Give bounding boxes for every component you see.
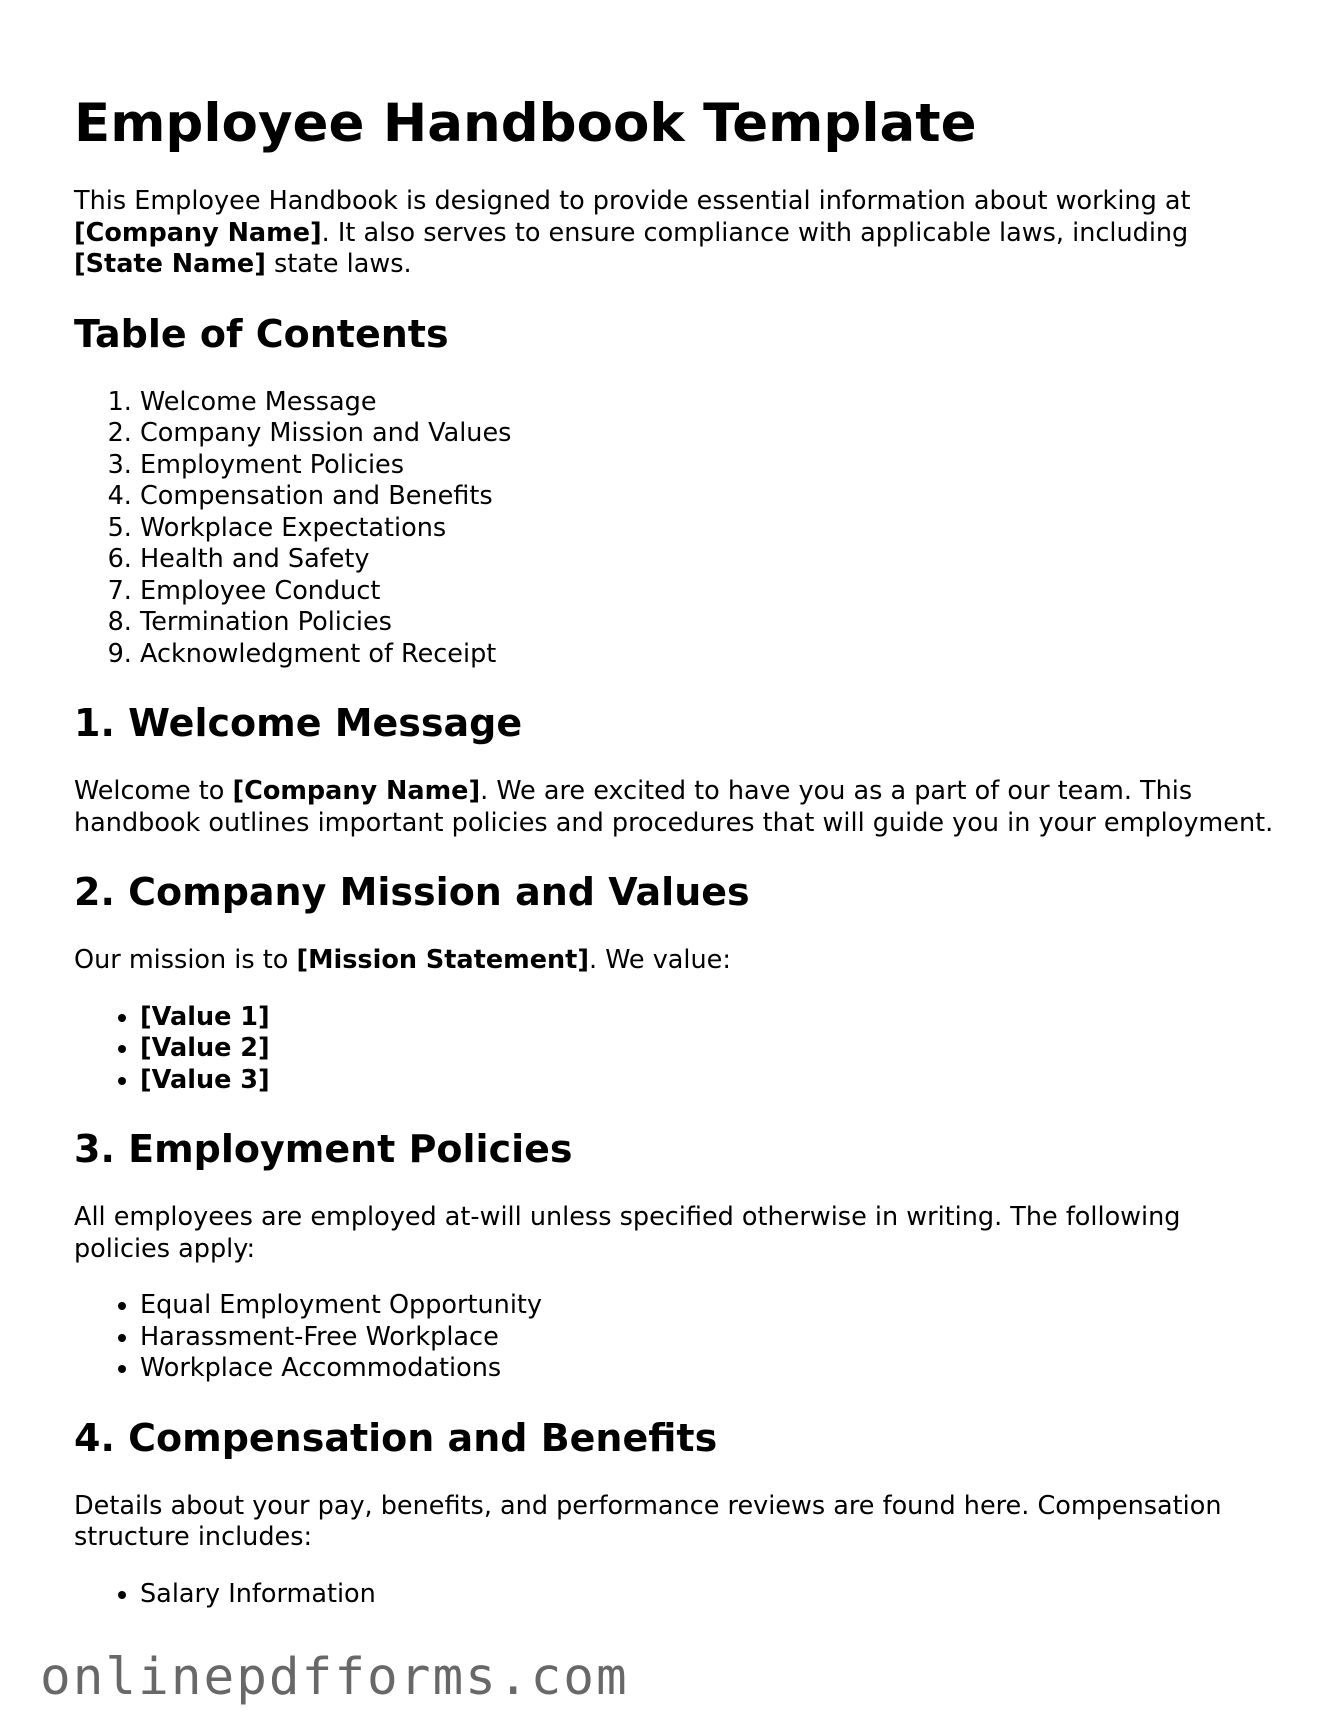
mission-paragraph <box>74 945 1274 977</box>
toc-item: 4. Compensation and Benefits <box>140 481 1274 513</box>
compensation-list <box>74 1579 1274 1611</box>
toc-item: 6. Health and Safety <box>140 544 1274 576</box>
toc-item: 8. Termination Policies <box>140 607 1274 639</box>
policies-list <box>74 1290 1274 1385</box>
value-placeholder: [Value 2] <box>140 1033 270 1063</box>
toc-item: 7. Employee Conduct <box>140 576 1274 608</box>
section-heading-compensation: 4. Compensation and Benefits <box>74 1415 718 1460</box>
value-item <box>140 1033 1274 1065</box>
section-heading-welcome: 1. Welcome Message <box>74 701 523 745</box>
toc-list <box>74 387 1274 671</box>
section-heading-employment: 3. Employment Policies <box>74 1127 573 1171</box>
policy-item: • Equal Employment Opportunity <box>140 1290 1274 1322</box>
compensation-item: • Salary Information <box>140 1579 1274 1611</box>
document-page <box>74 0 1274 1610</box>
value-placeholder: [Value 1] <box>140 1001 270 1032</box>
welcome-text-1: Welcome to <box>74 776 233 806</box>
mission-text-1: Our mission is to <box>74 945 297 975</box>
toc-item: 1. Welcome Message <box>140 387 1274 419</box>
welcome-paragraph <box>74 776 1274 839</box>
value-item <box>140 1065 1274 1097</box>
policy-item: • Workplace Accommodations <box>140 1353 1274 1385</box>
toc-item: 9. Acknowledgment of Receipt <box>140 639 1274 671</box>
value-item <box>140 1002 1274 1034</box>
mission-text-2: . We value: <box>588 945 731 975</box>
employment-paragraph: All employees are employed at-will unless specified otherwise in writing. The following policies apply: <box>74 1202 1181 1264</box>
toc-item: 3. Employment Policies <box>140 450 1274 482</box>
document-title: Employee Handbook Template <box>74 93 977 154</box>
company-name-placeholder: [Company Name] <box>232 776 481 806</box>
toc-item: 5. Workplace Expectations <box>140 513 1274 545</box>
welcome-text-2: . We are excited to have you as a part of our team. This handbook outlines important policies and procedures that will guide you in your employment. <box>74 776 1274 838</box>
value-placeholder: [Value 3] <box>140 1064 270 1095</box>
intro-paragraph <box>74 186 1274 281</box>
toc-heading: Table of Contents <box>74 311 449 356</box>
section-heading-mission: 2. Company Mission and Values <box>74 870 750 914</box>
intro-text-1: This Employee Handbook is designed to provide essential information about working at <box>74 186 1191 216</box>
policy-item: • Harassment-Free Workplace <box>140 1322 1274 1354</box>
values-list <box>74 1002 1274 1097</box>
state-name-placeholder: [State Name] <box>74 249 266 279</box>
watermark: onlinepdfforms.com <box>40 1648 629 1707</box>
mission-statement-placeholder: [Mission Statement] <box>296 945 589 975</box>
toc-item: 2. Company Mission and Values <box>140 418 1274 450</box>
intro-text-3: state laws. <box>265 249 412 279</box>
compensation-paragraph: Details about your pay, benefits, and performance reviews are found here. Compensation structure includes: <box>74 1490 1222 1552</box>
intro-text-2: . It also serves to ensure compliance with applicable laws, including <box>321 217 1189 248</box>
company-name-placeholder: [Company Name] <box>74 217 322 248</box>
